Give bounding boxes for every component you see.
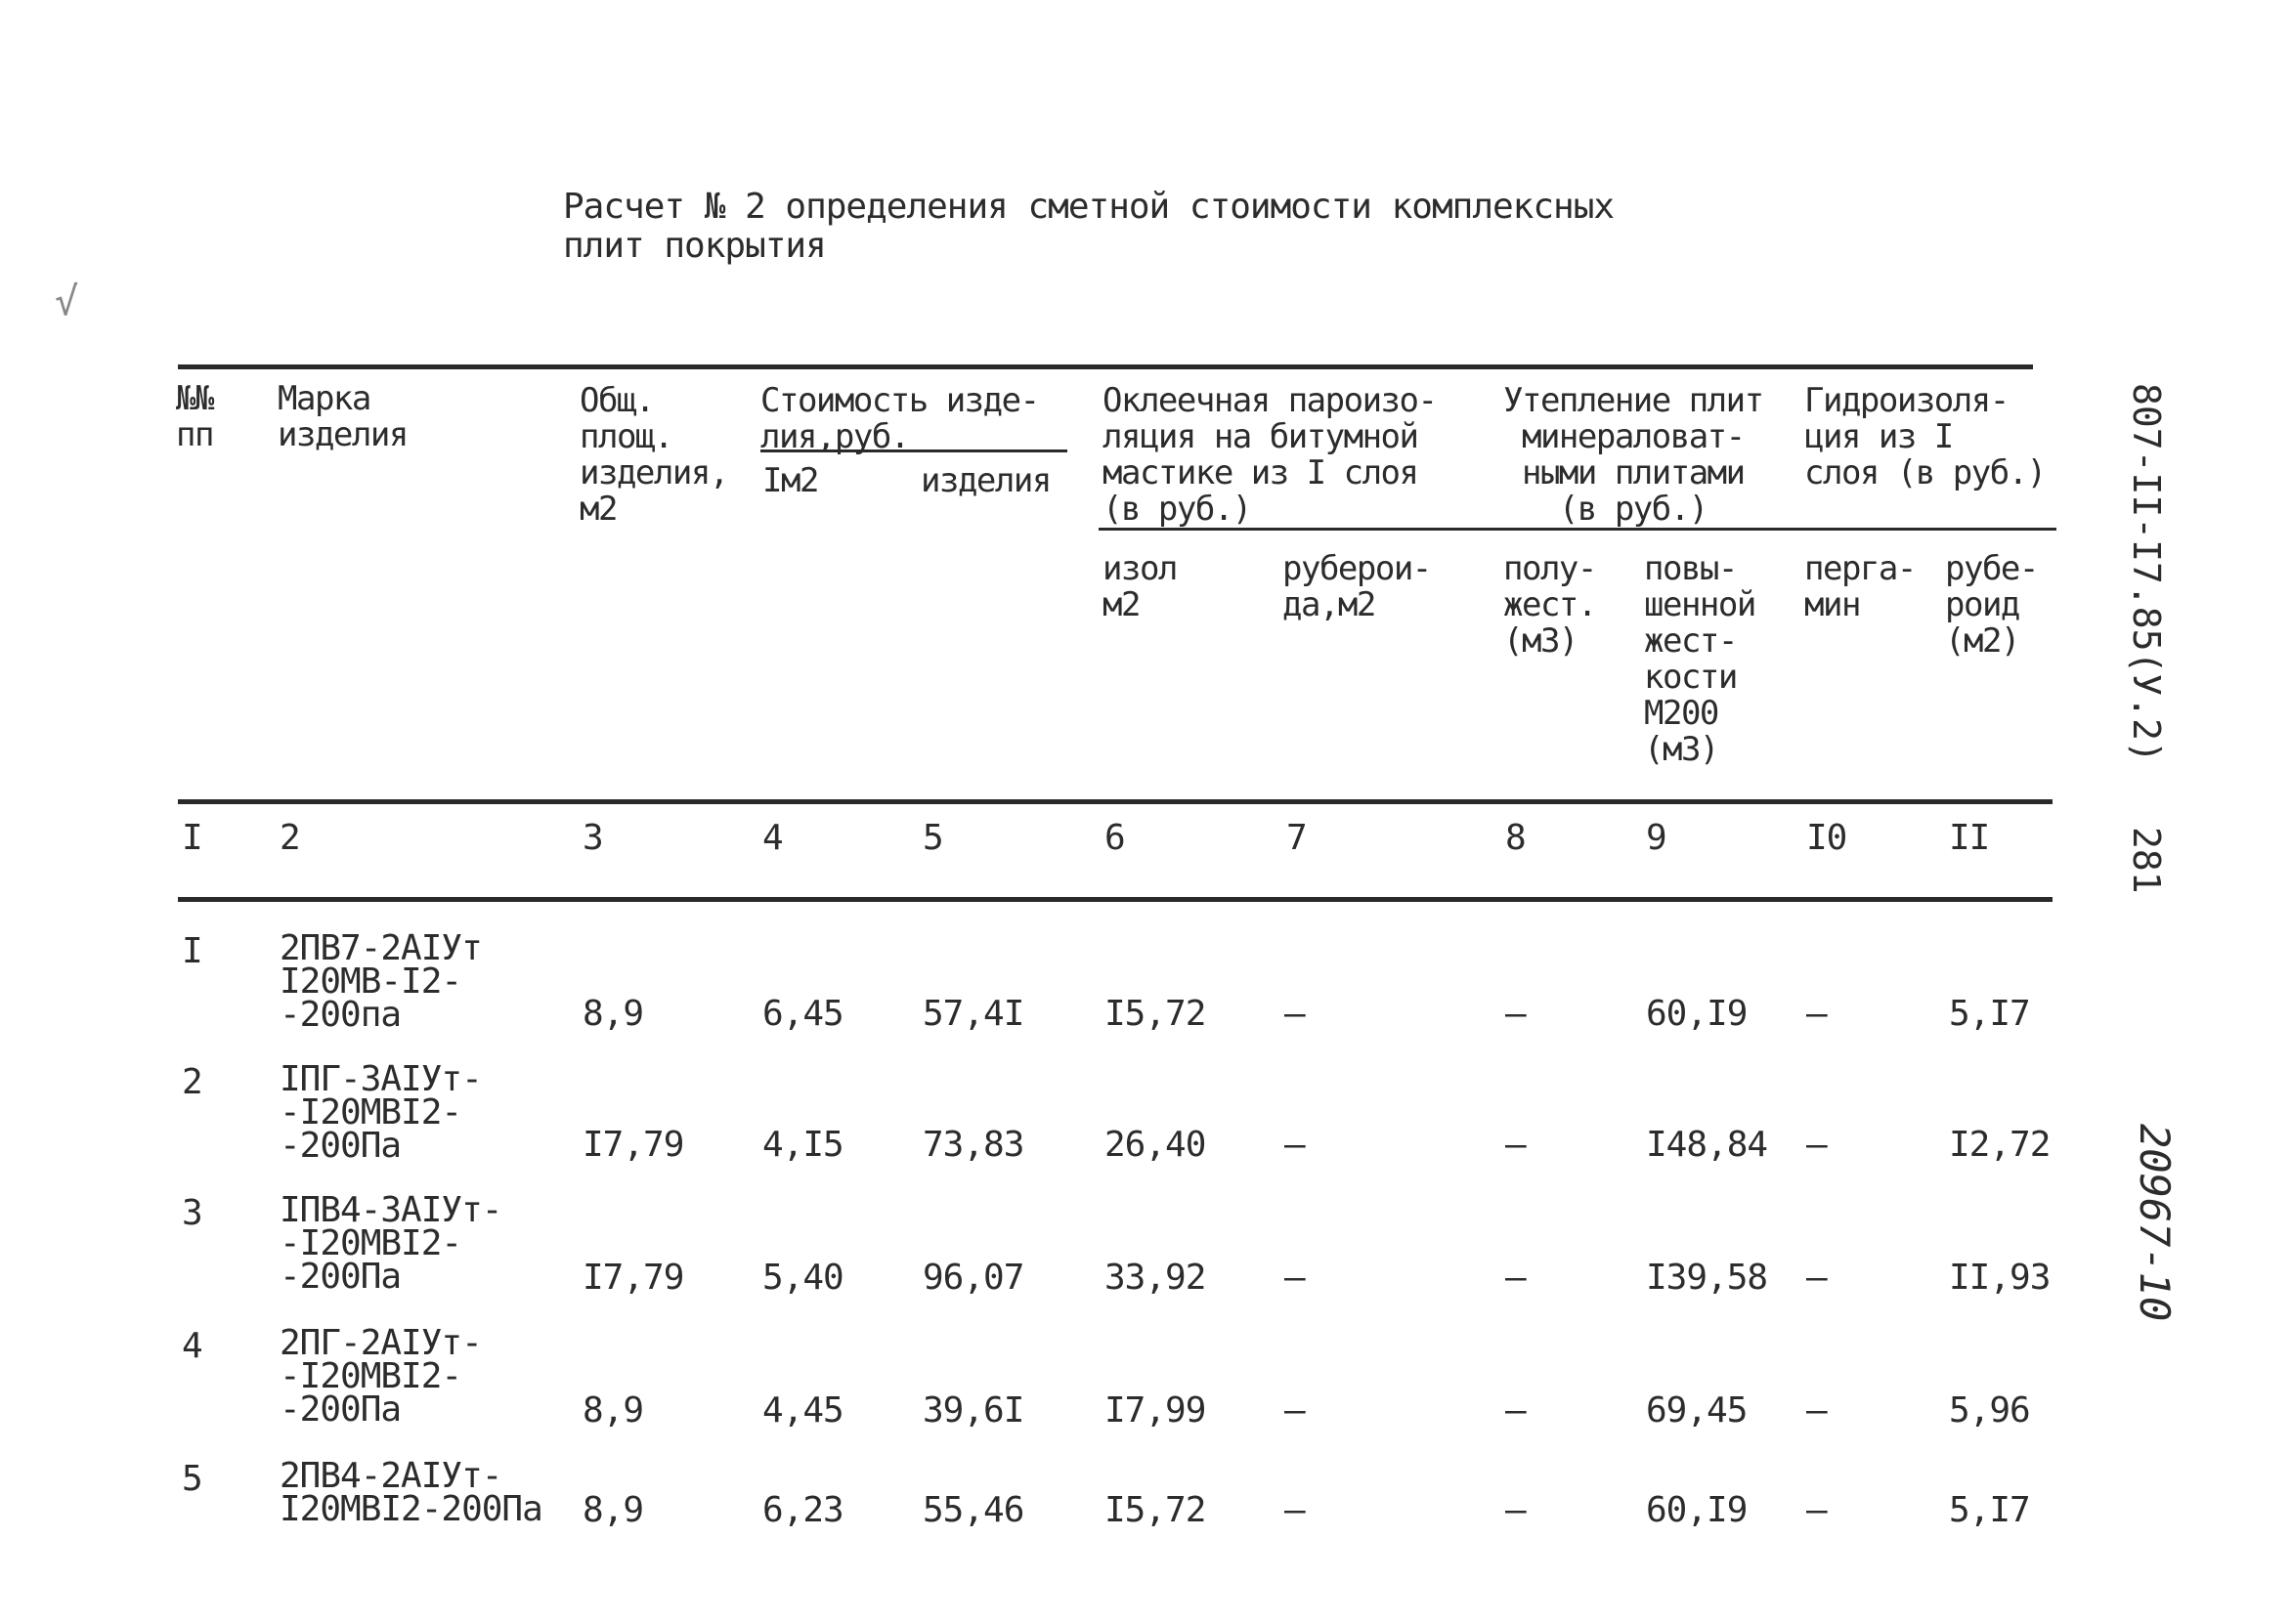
column-number: 4 bbox=[762, 818, 783, 858]
column-number: 9 bbox=[1646, 818, 1666, 858]
ruberoid-m2-cost: 5,96 bbox=[1949, 1390, 2030, 1431]
header-col-pergamin: перга- мин bbox=[1804, 549, 1916, 624]
cost-per-m2: 5,40 bbox=[762, 1258, 843, 1298]
header-col-area: Общ. площ. изделия, м2 bbox=[580, 381, 728, 529]
product-mark: IПГ-3АIУт- -I20МВI2- -200Па bbox=[280, 1059, 482, 1166]
high-rigid-cost: I48,84 bbox=[1646, 1125, 1768, 1165]
row-number: 4 bbox=[182, 1326, 202, 1366]
row-number: 5 bbox=[182, 1459, 202, 1499]
column-number: 2 bbox=[280, 818, 300, 858]
column-number: I0 bbox=[1806, 818, 1847, 858]
semi-rigid-cost: – bbox=[1505, 1258, 1526, 1298]
cost-per-m2: 4,45 bbox=[762, 1390, 843, 1431]
document-title bbox=[563, 188, 1614, 266]
ruberoid-cost: – bbox=[1284, 1258, 1305, 1298]
high-rigid-cost: 60,I9 bbox=[1646, 1490, 1748, 1530]
izol-cost: 33,92 bbox=[1104, 1258, 1206, 1298]
cost-per-m2: 6,45 bbox=[762, 994, 843, 1034]
column-number: 7 bbox=[1286, 818, 1307, 858]
izol-cost: I7,99 bbox=[1104, 1390, 1206, 1431]
ruberoid-cost: – bbox=[1284, 1490, 1305, 1530]
cost-per-item: 73,83 bbox=[923, 1125, 1024, 1165]
product-mark: IПВ4-3АIУт- -I20МВI2- -200Па bbox=[280, 1190, 502, 1297]
total-area: 8,9 bbox=[583, 994, 644, 1034]
total-area: 8,9 bbox=[583, 1490, 644, 1530]
high-rigid-cost: I39,58 bbox=[1646, 1258, 1768, 1298]
header-col-semi-rigid: полу- жест. (м3) bbox=[1503, 549, 1596, 661]
side-page-number: 281 bbox=[2125, 827, 2168, 894]
column-number: II bbox=[1949, 818, 1990, 858]
pergamin-cost: – bbox=[1806, 1490, 1827, 1530]
total-area: I7,79 bbox=[583, 1125, 684, 1165]
header-col-mark: Марка изделия bbox=[278, 379, 408, 454]
table-top-rule bbox=[178, 364, 2033, 369]
column-number: 8 bbox=[1505, 818, 1526, 858]
ruberoid-m2-cost: I2,72 bbox=[1949, 1125, 2051, 1165]
title-line-1: Расчет № 2 определения сметной стоимости комплексных bbox=[563, 187, 1615, 227]
ruberoid-cost: – bbox=[1284, 994, 1305, 1034]
semi-rigid-cost: – bbox=[1505, 1390, 1526, 1431]
ruberoid-cost: – bbox=[1284, 1125, 1305, 1165]
ruberoid-m2-cost: 5,I7 bbox=[1949, 994, 2030, 1034]
cost-per-m2: 6,23 bbox=[762, 1490, 843, 1530]
row-number: 3 bbox=[182, 1193, 202, 1233]
ruberoid-cost: – bbox=[1284, 1390, 1305, 1431]
side-document-code: 807-II-I7.85(У.2) bbox=[2125, 383, 2168, 763]
header-bottom-rule bbox=[178, 799, 2053, 804]
pergamin-cost: – bbox=[1806, 1258, 1827, 1298]
header-col-cost-m2: Iм2 bbox=[762, 461, 818, 500]
ruberoid-m2-cost: II,93 bbox=[1949, 1258, 2051, 1298]
pergamin-cost: – bbox=[1806, 1125, 1827, 1165]
header-col-number: №№ пп bbox=[176, 379, 213, 454]
header-col-ruberoid-m2: рубе- роид (м2) bbox=[1945, 549, 2038, 661]
pergamin-cost: – bbox=[1806, 994, 1827, 1034]
cost-per-item: 55,46 bbox=[923, 1490, 1024, 1530]
product-mark: 2ПВ4-2АIУт- I20МВI2-200Па bbox=[280, 1456, 542, 1529]
header-group-insulation: Утепление плит минераловат- ными плитами (в руб.) bbox=[1503, 381, 1763, 529]
izol-cost: 26,40 bbox=[1104, 1125, 1206, 1165]
product-mark: 2ПГ-2АIУт- -I20МВI2- -200Па bbox=[280, 1323, 482, 1430]
high-rigid-cost: 69,45 bbox=[1646, 1390, 1748, 1431]
column-number: I bbox=[182, 818, 202, 858]
product-mark: 2ПВ7-2АIУт I20МВ-I2- -200па bbox=[280, 928, 482, 1035]
column-number: 6 bbox=[1104, 818, 1125, 858]
header-col-cost-item: изделия bbox=[921, 461, 1051, 500]
cost-per-m2: 4,I5 bbox=[762, 1125, 843, 1165]
side-archive-number: 20967-10 bbox=[2131, 1124, 2179, 1322]
margin-checkmark: √ bbox=[55, 279, 79, 324]
total-area: 8,9 bbox=[583, 1390, 644, 1431]
column-number: 3 bbox=[583, 818, 603, 858]
ruberoid-m2-cost: 5,I7 bbox=[1949, 1490, 2030, 1530]
izol-cost: I5,72 bbox=[1104, 1490, 1206, 1530]
high-rigid-cost: 60,I9 bbox=[1646, 994, 1748, 1034]
cost-per-item: 96,07 bbox=[923, 1258, 1024, 1298]
total-area: I7,79 bbox=[583, 1258, 684, 1298]
semi-rigid-cost: – bbox=[1505, 1125, 1526, 1165]
row-number: I bbox=[182, 931, 202, 971]
header-col-izol: изол м2 bbox=[1102, 549, 1177, 624]
header-group-cost: Стоимость изде- лия,руб. bbox=[760, 381, 1039, 456]
header-group-waterproofing: Гидроизоля- ция из I слоя (в руб.) bbox=[1804, 381, 2046, 492]
column-numbers-rule bbox=[178, 897, 2053, 902]
column-number: 5 bbox=[923, 818, 943, 858]
row-number: 2 bbox=[182, 1062, 202, 1102]
semi-rigid-cost: – bbox=[1505, 994, 1526, 1034]
cost-per-item: 39,6I bbox=[923, 1390, 1024, 1431]
pergamin-cost: – bbox=[1806, 1390, 1827, 1431]
izol-cost: I5,72 bbox=[1104, 994, 1206, 1034]
semi-rigid-cost: – bbox=[1505, 1490, 1526, 1530]
cost-per-item: 57,4I bbox=[923, 994, 1024, 1034]
header-group-vapor-barrier: Оклеечная пароизо- ляция на битумной мастике из I слоя (в руб.) bbox=[1102, 381, 1437, 529]
header-col-high-rigid: повы- шенной жест- кости М200 (м3) bbox=[1644, 549, 1755, 769]
header-col-ruberoid: руберои- да,м2 bbox=[1282, 549, 1431, 624]
title-line-2: плит покрытия bbox=[563, 226, 826, 266]
